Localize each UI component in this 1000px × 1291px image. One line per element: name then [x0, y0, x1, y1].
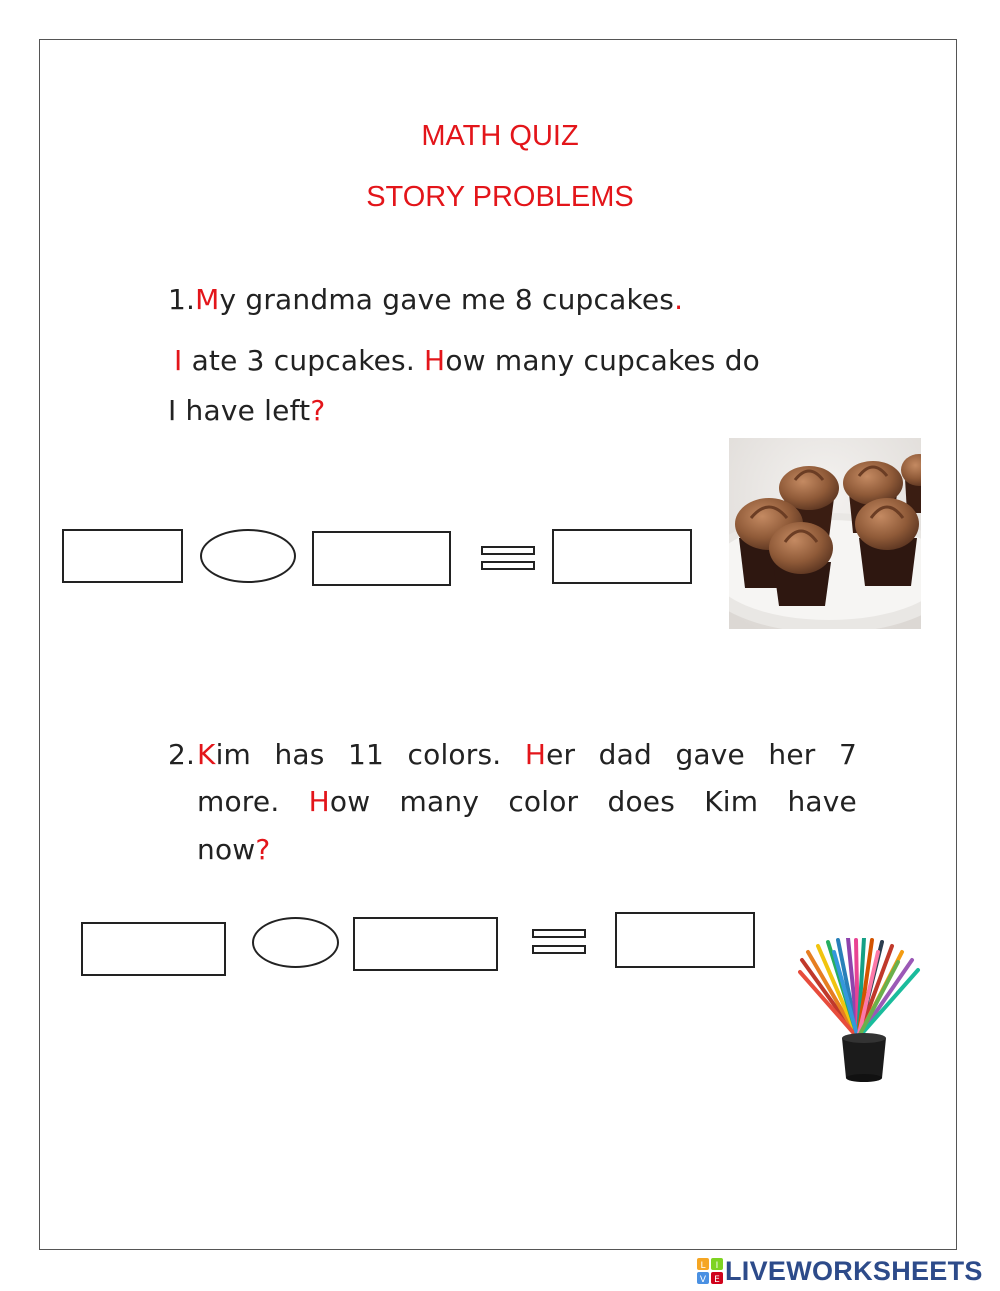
answer-box-1[interactable] — [62, 529, 183, 583]
question-1-line-3 — [168, 394, 325, 427]
question-2-line-1-words — [197, 738, 857, 771]
answer-box-result[interactable] — [615, 912, 755, 968]
page-subtitle: STORY PROBLEMS — [366, 181, 634, 213]
question-2-line-1 — [168, 738, 195, 771]
question-number: 1. — [168, 283, 196, 316]
punctuation: ? — [310, 394, 326, 427]
word: more. — [197, 785, 280, 818]
initial-letter: M — [195, 283, 220, 316]
question-2-line-3 — [197, 833, 270, 866]
initial-letter: H — [308, 785, 330, 818]
word: 11 — [348, 738, 385, 771]
word: colors. — [407, 738, 502, 771]
word: dad — [598, 738, 652, 771]
answer-box-2[interactable] — [312, 531, 451, 586]
word-how: How — [308, 785, 371, 818]
svg-text:L: L — [700, 1261, 706, 1271]
word: does — [607, 785, 675, 818]
svg-text:E: E — [714, 1275, 720, 1284]
word: many — [399, 785, 480, 818]
word: gave — [675, 738, 745, 771]
question-text: I have left — [168, 394, 311, 427]
word-her: Her — [524, 738, 576, 771]
answer-box-result[interactable] — [552, 529, 692, 584]
svg-text:V: V — [699, 1275, 707, 1284]
equals-sign-top-bar — [532, 929, 586, 938]
question-1-line-2 — [174, 344, 760, 377]
word: have — [787, 785, 857, 818]
word: has — [274, 738, 325, 771]
question-text: ate 3 cupcakes. — [182, 344, 425, 377]
svg-text:I: I — [715, 1261, 719, 1271]
liveworksheets-logo — [697, 1254, 983, 1288]
punctuation: . — [674, 283, 684, 316]
liveworksheets-logo-icon — [697, 1258, 723, 1284]
initial-letter: I — [174, 344, 183, 377]
equals-sign-bottom-bar — [481, 561, 535, 570]
punctuation: ? — [255, 833, 271, 866]
word: her — [768, 738, 816, 771]
question-number: 2. — [168, 738, 196, 771]
answer-box-2[interactable] — [353, 917, 498, 971]
question-1-line-1 — [168, 283, 683, 316]
word: color — [508, 785, 579, 818]
question-text: now — [197, 833, 256, 866]
answer-box-1[interactable] — [81, 922, 226, 976]
page-title: MATH QUIZ — [421, 120, 579, 152]
initial-letter: K — [197, 738, 216, 771]
question-text: ow many cupcakes do — [445, 344, 760, 377]
operator-oval[interactable] — [252, 917, 339, 968]
word: im — [215, 738, 252, 771]
word: Kim — [704, 785, 759, 818]
colored-pencils-photo — [798, 938, 924, 1082]
equals-sign-top-bar — [481, 546, 535, 555]
question-2-line-2 — [197, 785, 857, 818]
operator-oval[interactable] — [200, 529, 296, 583]
word: 7 — [838, 738, 857, 771]
equals-sign-bottom-bar — [532, 945, 586, 954]
liveworksheets-brand-text: LIVEWORKSHEETS — [725, 1255, 983, 1286]
initial-letter: H — [524, 738, 547, 771]
initial-letter: H — [424, 344, 446, 377]
question-text: y grandma gave me 8 cupcakes — [219, 283, 675, 316]
cupcakes-photo — [729, 438, 921, 629]
